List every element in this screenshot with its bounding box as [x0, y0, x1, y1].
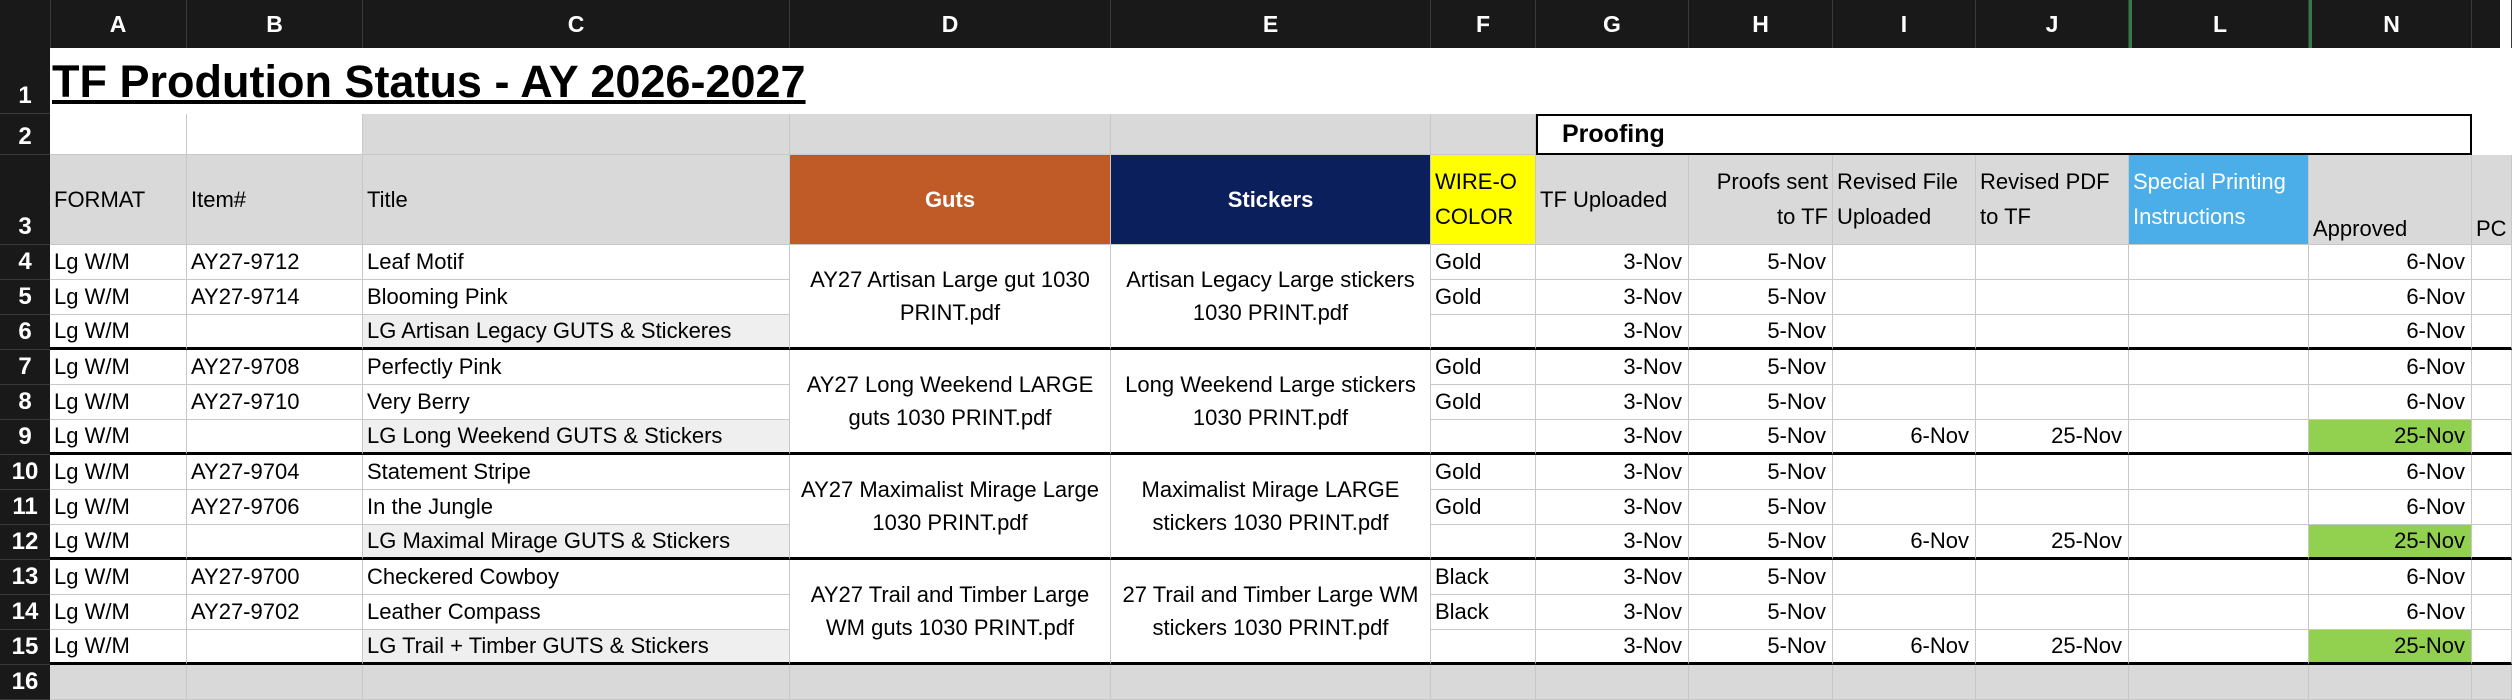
header-approved[interactable]: Approved: [2309, 155, 2472, 245]
cell-title[interactable]: LG Trail + Timber GUTS & Stickers: [363, 630, 790, 665]
cell-item[interactable]: AY27-9714: [187, 280, 363, 315]
cell-title[interactable]: Blooming Pink: [363, 280, 790, 315]
cell-next-partial[interactable]: [2472, 490, 2512, 525]
merged-guts-file[interactable]: [790, 560, 1111, 665]
cell-revised-pdf[interactable]: [1976, 385, 2129, 420]
column-header-h[interactable]: H: [1689, 0, 1833, 48]
row16-cell[interactable]: [50, 665, 187, 700]
row16-cell[interactable]: [187, 665, 363, 700]
merged-stickers-file[interactable]: [1111, 560, 1431, 665]
row16-cell[interactable]: [1431, 665, 1536, 700]
header-revised-pdf[interactable]: [1976, 155, 2129, 245]
cell-next-partial[interactable]: [2472, 525, 2512, 560]
cell-tf-uploaded[interactable]: 3-Nov: [1536, 525, 1689, 560]
row-header-7[interactable]: 7: [0, 350, 50, 385]
cell-proofs-sent[interactable]: 5-Nov: [1689, 490, 1833, 525]
cell-tf-uploaded[interactable]: 3-Nov: [1536, 595, 1689, 630]
cell-proofs-sent[interactable]: 5-Nov: [1689, 385, 1833, 420]
cell-format[interactable]: Lg W/M: [50, 315, 187, 350]
cell-format[interactable]: Lg W/M: [50, 525, 187, 560]
cell-title[interactable]: Very Berry: [363, 385, 790, 420]
guts-file-line1: AY27 Artisan Large gut 1030: [810, 267, 1090, 292]
cell-revised-pdf[interactable]: [1976, 350, 2129, 385]
cell-tf-uploaded[interactable]: 3-Nov: [1536, 560, 1689, 595]
row16-cell[interactable]: [1536, 665, 1689, 700]
cell-item[interactable]: AY27-9706: [187, 490, 363, 525]
cell-revised-file[interactable]: 6-Nov: [1833, 630, 1976, 665]
row2-f[interactable]: [1431, 114, 1536, 155]
cell-approved[interactable]: 25-Nov: [2309, 525, 2472, 560]
cell-revised-file[interactable]: [1833, 385, 1976, 420]
header-wireo-line1: WIRE-O: [1435, 169, 1517, 195]
cell-next-partial[interactable]: [2472, 595, 2512, 630]
cell-title[interactable]: LG Long Weekend GUTS & Stickers: [363, 420, 790, 455]
cell-next-partial[interactable]: [2472, 315, 2512, 350]
column-header-d[interactable]: D: [790, 0, 1111, 48]
cell-tf-uploaded[interactable]: 3-Nov: [1536, 455, 1689, 490]
cell-next-partial[interactable]: [2472, 245, 2512, 280]
cell-revised-pdf[interactable]: [1976, 315, 2129, 350]
cell-item[interactable]: AY27-9704: [187, 455, 363, 490]
cell-wireo[interactable]: Gold: [1431, 490, 1536, 525]
cell-special[interactable]: [2129, 420, 2309, 455]
row16-cell[interactable]: [1689, 665, 1833, 700]
row2-e[interactable]: [1111, 114, 1431, 155]
cell-approved[interactable]: 6-Nov: [2309, 385, 2472, 420]
cell-wireo[interactable]: Black: [1431, 560, 1536, 595]
cell-tf-uploaded[interactable]: 3-Nov: [1536, 350, 1689, 385]
column-header-a[interactable]: A: [50, 0, 187, 48]
column-header-f[interactable]: F: [1431, 0, 1536, 48]
cell-wireo[interactable]: Gold: [1431, 385, 1536, 420]
cell-approved[interactable]: 6-Nov: [2309, 245, 2472, 280]
cell-special[interactable]: [2129, 630, 2309, 665]
row-header-4[interactable]: 4: [0, 245, 50, 280]
cell-tf-uploaded[interactable]: 3-Nov: [1536, 315, 1689, 350]
cell-title[interactable]: Perfectly Pink: [363, 350, 790, 385]
cell-wireo[interactable]: [1431, 525, 1536, 560]
cell-revised-file[interactable]: [1833, 455, 1976, 490]
row-header-15[interactable]: 15: [0, 630, 50, 665]
cell-format[interactable]: Lg W/M: [50, 560, 187, 595]
cell-approved[interactable]: 6-Nov: [2309, 455, 2472, 490]
cell-special[interactable]: [2129, 245, 2309, 280]
cell-tf-uploaded[interactable]: 3-Nov: [1536, 245, 1689, 280]
cell-next-partial[interactable]: [2472, 350, 2512, 385]
cell-proofs-sent[interactable]: 5-Nov: [1689, 595, 1833, 630]
cell-next-partial[interactable]: [2472, 630, 2512, 665]
cell-proofs-sent[interactable]: 5-Nov: [1689, 245, 1833, 280]
row-header-1[interactable]: 1: [0, 48, 50, 114]
cell-item[interactable]: AY27-9700: [187, 560, 363, 595]
stickers-file-line1: Long Weekend Large stickers: [1125, 372, 1416, 397]
header-stickers[interactable]: Stickers: [1111, 155, 1431, 245]
header-special-instructions[interactable]: [2129, 155, 2309, 245]
cell-revised-file[interactable]: [1833, 280, 1976, 315]
cell-format[interactable]: Lg W/M: [50, 280, 187, 315]
header-special-instructions-line2: Instructions: [2133, 203, 2246, 229]
cell-title[interactable]: In the Jungle: [363, 490, 790, 525]
cell-revised-pdf[interactable]: [1976, 560, 2129, 595]
cell-format[interactable]: Lg W/M: [50, 385, 187, 420]
cell-proofs-sent[interactable]: 5-Nov: [1689, 560, 1833, 595]
row-header-13[interactable]: 13: [0, 560, 50, 595]
cell-format[interactable]: Lg W/M: [50, 350, 187, 385]
cell-format[interactable]: Lg W/M: [50, 420, 187, 455]
cell-title[interactable]: Statement Stripe: [363, 455, 790, 490]
merged-guts-file[interactable]: [790, 455, 1111, 560]
cell-proofs-sent[interactable]: 5-Nov: [1689, 315, 1833, 350]
header-next-partial[interactable]: PC: [2472, 155, 2512, 245]
row-header-10[interactable]: 10: [0, 455, 50, 490]
cell-approved[interactable]: 6-Nov: [2309, 560, 2472, 595]
cell-revised-pdf[interactable]: [1976, 490, 2129, 525]
header-title[interactable]: Title: [363, 155, 790, 245]
cell-item[interactable]: [187, 315, 363, 350]
cell-next-partial[interactable]: [2472, 455, 2512, 490]
cell-special[interactable]: [2129, 350, 2309, 385]
cell-proofs-sent[interactable]: 5-Nov: [1689, 350, 1833, 385]
row2-c[interactable]: [363, 114, 790, 155]
cell-item[interactable]: [187, 630, 363, 665]
stickers-file-line2: stickers 1030 PRINT.pdf: [1152, 615, 1389, 640]
cell-format[interactable]: Lg W/M: [50, 630, 187, 665]
cell-revised-pdf[interactable]: [1976, 245, 2129, 280]
guts-file-line2: WM guts 1030 PRINT.pdf: [825, 615, 1075, 640]
cell-special[interactable]: [2129, 595, 2309, 630]
header-proofs-sent[interactable]: [1689, 155, 1833, 245]
row16-cell[interactable]: [1111, 665, 1431, 700]
row16-cell[interactable]: [2472, 665, 2512, 700]
merged-guts-file[interactable]: [790, 245, 1111, 350]
row-header-6[interactable]: 6: [0, 315, 50, 350]
header-proofs-sent-line1: Proofs sent: [1716, 169, 1828, 195]
header-tf-uploaded[interactable]: TF Uploaded: [1536, 155, 1689, 245]
row2-a[interactable]: [50, 114, 187, 155]
cell-format[interactable]: Lg W/M: [50, 245, 187, 280]
cell-revised-pdf[interactable]: 25-Nov: [1976, 525, 2129, 560]
cell-proofs-sent[interactable]: 5-Nov: [1689, 420, 1833, 455]
cell-revised-pdf[interactable]: [1976, 595, 2129, 630]
column-header-c[interactable]: C: [363, 0, 790, 48]
cell-wireo[interactable]: [1431, 420, 1536, 455]
row-header-11[interactable]: 11: [0, 490, 50, 525]
header-revised-pdf-line1: Revised PDF: [1980, 169, 2110, 195]
merged-guts-file[interactable]: [790, 350, 1111, 455]
proofing-label[interactable]: Proofing: [1536, 114, 2472, 155]
cell-proofs-sent[interactable]: 5-Nov: [1689, 630, 1833, 665]
row16-cell[interactable]: [1833, 665, 1976, 700]
cell-special[interactable]: [2129, 560, 2309, 595]
guts-file-line2: 1030 PRINT.pdf: [872, 510, 1028, 535]
guts-file-line2: PRINT.pdf: [899, 300, 1001, 325]
cell-item[interactable]: AY27-9710: [187, 385, 363, 420]
header-wireo-line2: COLOR: [1435, 203, 1514, 229]
cell-wireo[interactable]: [1431, 630, 1536, 665]
cell-revised-pdf[interactable]: 25-Nov: [1976, 630, 2129, 665]
merged-stickers-file[interactable]: [1111, 350, 1431, 455]
guts-file-line2: guts 1030 PRINT.pdf: [848, 405, 1052, 430]
cell-revised-file[interactable]: [1833, 560, 1976, 595]
column-header-l[interactable]: L: [2129, 0, 2309, 48]
column-header-g[interactable]: G: [1536, 0, 1689, 48]
row-header-2[interactable]: 2: [0, 114, 50, 155]
column-header-partial[interactable]: [2472, 0, 2512, 48]
stickers-file-line1: Maximalist Mirage LARGE: [1141, 477, 1400, 502]
column-header-n[interactable]: N: [2309, 0, 2472, 48]
row16-cell[interactable]: [790, 665, 1111, 700]
header-revised-file[interactable]: [1833, 155, 1976, 245]
row-header-8[interactable]: 8: [0, 385, 50, 420]
cell-wireo[interactable]: Gold: [1431, 455, 1536, 490]
cell-special[interactable]: [2129, 455, 2309, 490]
guts-file-line1: AY27 Long Weekend LARGE: [806, 372, 1094, 397]
stickers-file-line2: 1030 PRINT.pdf: [1192, 405, 1349, 430]
row16-cell[interactable]: [2309, 665, 2472, 700]
cell-title[interactable]: Leaf Motif: [363, 245, 790, 280]
cell-tf-uploaded[interactable]: 3-Nov: [1536, 630, 1689, 665]
cell-format[interactable]: Lg W/M: [50, 455, 187, 490]
row16-cell[interactable]: [2129, 665, 2309, 700]
cell-format[interactable]: Lg W/M: [50, 595, 187, 630]
cell-proofs-sent[interactable]: 5-Nov: [1689, 525, 1833, 560]
cell-revised-file[interactable]: [1833, 490, 1976, 525]
stickers-file-line2: 1030 PRINT.pdf: [1192, 300, 1349, 325]
cell-revised-file[interactable]: 6-Nov: [1833, 420, 1976, 455]
header-proofs-sent-line2: to TF: [1777, 203, 1828, 229]
select-all-corner[interactable]: [0, 0, 51, 48]
cell-next-partial[interactable]: [2472, 560, 2512, 595]
cell-special[interactable]: [2129, 385, 2309, 420]
cell-wireo[interactable]: Gold: [1431, 245, 1536, 280]
cell-revised-pdf[interactable]: [1976, 455, 2129, 490]
cell-title[interactable]: LG Maximal Mirage GUTS & Stickers: [363, 525, 790, 560]
cell-wireo[interactable]: Black: [1431, 595, 1536, 630]
cell-approved[interactable]: 6-Nov: [2309, 595, 2472, 630]
sheet-title[interactable]: TF Prodution Status - AY 2026-2027: [52, 56, 806, 107]
cell-next-partial[interactable]: [2472, 420, 2512, 455]
cell-revised-pdf[interactable]: 25-Nov: [1976, 420, 2129, 455]
cell-format[interactable]: Lg W/M: [50, 490, 187, 525]
cell-item[interactable]: [187, 525, 363, 560]
cell-wireo[interactable]: Gold: [1431, 350, 1536, 385]
cell-tf-uploaded[interactable]: 3-Nov: [1536, 280, 1689, 315]
cell-tf-uploaded[interactable]: 3-Nov: [1536, 420, 1689, 455]
cell-wireo[interactable]: Gold: [1431, 280, 1536, 315]
cell-title[interactable]: Leather Compass: [363, 595, 790, 630]
row16-cell[interactable]: [363, 665, 790, 700]
cell-revised-file[interactable]: [1833, 315, 1976, 350]
column-header-i[interactable]: I: [1833, 0, 1976, 48]
row-header-9[interactable]: 9: [0, 420, 50, 455]
cell-special[interactable]: [2129, 315, 2309, 350]
cell-revised-file[interactable]: [1833, 245, 1976, 280]
merged-stickers-file[interactable]: [1111, 245, 1431, 350]
cell-item[interactable]: AY27-9708: [187, 350, 363, 385]
cell-title[interactable]: Checkered Cowboy: [363, 560, 790, 595]
stickers-file-line1: 27 Trail and Timber Large WM: [1122, 582, 1419, 607]
cell-revised-file[interactable]: [1833, 350, 1976, 385]
cell-approved[interactable]: 6-Nov: [2309, 490, 2472, 525]
cell-item[interactable]: AY27-9702: [187, 595, 363, 630]
header-revised-file-line1: Revised File: [1837, 169, 1959, 195]
stickers-file-line1: Artisan Legacy Large stickers: [1126, 267, 1415, 292]
row2-d[interactable]: [790, 114, 1111, 155]
cell-proofs-sent[interactable]: 5-Nov: [1689, 280, 1833, 315]
row-header-16[interactable]: 16: [0, 665, 50, 700]
cell-approved[interactable]: 6-Nov: [2309, 315, 2472, 350]
row-header-14[interactable]: 14: [0, 595, 50, 630]
header-format[interactable]: FORMAT: [50, 155, 187, 245]
header-revised-pdf-line2: to TF: [1980, 203, 2031, 229]
cell-tf-uploaded[interactable]: 3-Nov: [1536, 385, 1689, 420]
cell-approved[interactable]: 6-Nov: [2309, 280, 2472, 315]
cell-approved[interactable]: 25-Nov: [2309, 420, 2472, 455]
header-special-instructions-line1: Special Printing: [2133, 169, 2286, 195]
cell-revised-file[interactable]: 6-Nov: [1833, 525, 1976, 560]
row16-cell[interactable]: [1976, 665, 2129, 700]
cell-special[interactable]: [2129, 280, 2309, 315]
column-header-b[interactable]: B: [187, 0, 363, 48]
merged-stickers-file[interactable]: [1111, 455, 1431, 560]
header-revised-file-line2: Uploaded: [1837, 203, 1932, 229]
column-header-j[interactable]: J: [1976, 0, 2129, 48]
cell-approved[interactable]: 25-Nov: [2309, 630, 2472, 665]
cell-wireo[interactable]: [1431, 315, 1536, 350]
guts-file-line1: AY27 Maximalist Mirage Large: [801, 477, 1099, 502]
header-wireo[interactable]: [1431, 155, 1536, 245]
row-header-5[interactable]: 5: [0, 280, 50, 315]
cell-revised-file[interactable]: [1833, 595, 1976, 630]
row-header-3[interactable]: 3: [0, 155, 50, 245]
cell-title[interactable]: LG Artisan Legacy GUTS & Stickeres: [363, 315, 790, 350]
row2-b[interactable]: [187, 114, 363, 155]
header-guts[interactable]: Guts: [790, 155, 1111, 245]
cell-next-partial[interactable]: [2472, 280, 2512, 315]
cell-special[interactable]: [2129, 525, 2309, 560]
cell-next-partial[interactable]: [2472, 385, 2512, 420]
cell-item[interactable]: AY27-9712: [187, 245, 363, 280]
cell-revised-pdf[interactable]: [1976, 280, 2129, 315]
header-item[interactable]: Item#: [187, 155, 363, 245]
cell-item[interactable]: [187, 420, 363, 455]
stickers-file-line2: stickers 1030 PRINT.pdf: [1152, 510, 1389, 535]
guts-file-line1: AY27 Trail and Timber Large: [810, 582, 1090, 607]
cell-approved[interactable]: 6-Nov: [2309, 350, 2472, 385]
column-header-e[interactable]: E: [1111, 0, 1431, 48]
cell-tf-uploaded[interactable]: 3-Nov: [1536, 490, 1689, 525]
cell-proofs-sent[interactable]: 5-Nov: [1689, 455, 1833, 490]
cell-special[interactable]: [2129, 490, 2309, 525]
row-header-12[interactable]: 12: [0, 525, 50, 560]
